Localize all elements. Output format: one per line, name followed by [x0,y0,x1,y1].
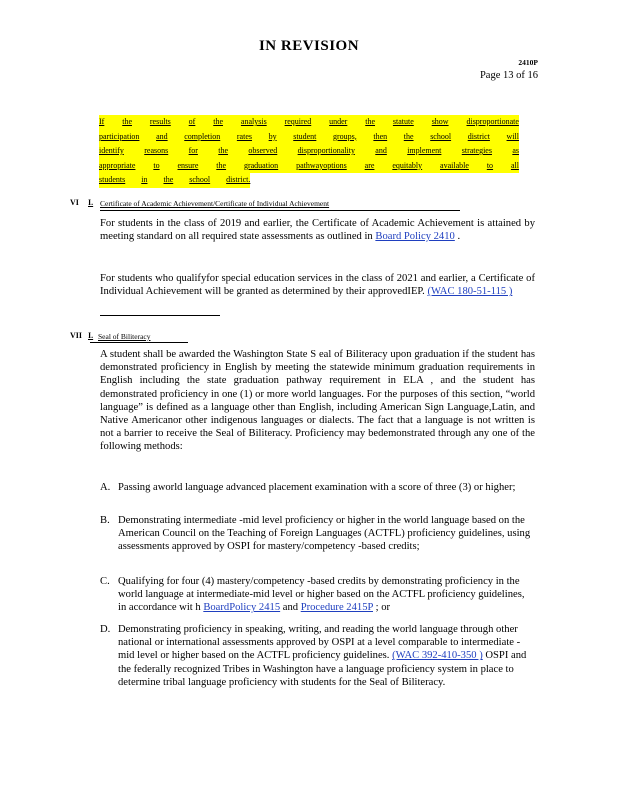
method-item-d: D. Demonstrating proficiency in speaking, writing, and reading the world language through other national or international assessments approved by OSPI at a level comparable to intermediate -mid level or higher based on the ACTFL proficiency guidelines. (WAC 392-410-350 ) OSPI and the federally recognized Tribes in Washington have a language proficiency system in place to determine tribal language proficiency with students for the Seal of Biliteracy. [100,624,527,688]
section-vii-number: VII [70,331,83,340]
highlight-line [99,115,519,130]
highlight-word: the [365,115,375,130]
highlight-word: completion [184,130,220,145]
highlight-word: district. [226,173,250,188]
highlight-word: under [329,115,347,130]
highlight-word: rates [237,130,252,145]
highlight-word: If [99,115,104,130]
highlight-word: are [365,159,375,174]
highlight-word: and [156,130,168,145]
highlight-word: results [150,115,171,130]
highlight-word: strategies [462,144,492,159]
highlight-word: statute [393,115,414,130]
section-vii-heading: Seal of Biliteracy [98,332,151,341]
highlight-line [99,173,249,188]
highlight-word: all [511,159,519,174]
highlight-word: reasons [144,144,168,159]
highlight-word: disproportionality [298,144,355,159]
section-vi-paragraph-2: For students who qualifyfor special education services in the class of 2021 and earlier, a Certificate of Individual Achievement will be granted as determined by their approvedIEP. (WAC 180-51-115 ) [100,273,535,298]
section-vii-letter: I. [88,331,94,340]
section-vi-letter: I. [88,198,94,207]
highlight-word: the [213,115,223,130]
highlight-word: participation [99,130,139,145]
method-item-c: C. Qualifying for four (4) mastery/competency -based credits by demonstrating proficiency in the world language at intermediate-mid level or higher based on the ACTFL proficiency guidelines, in accordance wit h BoardPolicy 2415 and Procedure 2415P ; or [100,576,525,614]
page-number: Page 13 of 16 [479,70,538,81]
highlight-word: will [507,130,519,145]
board-policy-2415-link[interactable]: BoardPolicy 2415 [203,602,281,614]
highlight-word: the [218,144,228,159]
page-title: IN REVISION [258,38,360,54]
wac-392-410-350-link[interactable]: (WAC 392-410-350 ) [392,650,483,662]
section-vi-heading: Certificate of Academic Achievement/Certificate of Individual Achievement [100,199,330,208]
highlight-word: district [468,130,490,145]
highlight-word: for [189,144,198,159]
highlight-word: to [153,159,159,174]
section-vi-number: VI [70,198,79,207]
highlight-word: implement [407,144,441,159]
method-item-a: A. Passing aworld language advanced placement examination with a score of three (3) or higher; [100,482,516,493]
highlight-word: identify [99,144,124,159]
highlight-word: analysis [241,115,267,130]
highlighted-revision-text [99,115,519,188]
highlight-word: as [512,144,519,159]
highlight-word: show [432,115,449,130]
section-vi-marker [70,198,93,207]
highlight-word: in [141,173,147,188]
section-vii-heading-rule [90,342,188,343]
highlight-word: of [189,115,196,130]
highlight-word: required [285,115,312,130]
highlight-word: the [216,159,226,174]
highlight-word: school [430,130,451,145]
highlight-word: by [269,130,277,145]
highlight-word: student [293,130,316,145]
section-vii-intro: A student shall be awarded the Washington State S eal of Biliteracy upon graduation if the student has demonstrated proficiency in English by meeting the statewide minimum graduation requirements in English including the state graduation pathway requirement in ELA , and the student has demonstrated proficiency in one (1) or more world languages. For the purposes of this section, “world language” is defined as a language other than English, including American Sign Language,Latin, and Native Americanor other indigenous languages or dialects. The fact that a language is not written is not a barrier to receive the Seal of Biliteracy. Proficiency may bedemonstrated through any one of the following methods: [100,349,535,453]
procedure-2415p-link[interactable]: Procedure 2415P [300,602,373,614]
highlight-word: available [440,159,469,174]
highlight-line [99,159,519,174]
highlight-word: appropriate [99,159,135,174]
highlight-word: to [487,159,493,174]
highlight-word: the [163,173,173,188]
highlight-word: observed [248,144,277,159]
highlight-word: ensure [177,159,198,174]
highlight-word: graduation [244,159,278,174]
highlight-word: disproportionate [466,115,518,130]
highlight-word: and [375,144,387,159]
highlight-word: pathwayoptions [296,159,347,174]
highlight-word: school [189,173,210,188]
wac-180-51-115-link[interactable]: (WAC 180-51-115 ) [427,286,513,298]
section-vii-marker [70,331,93,340]
highlight-line [99,130,519,145]
highlight-word: then [373,130,387,145]
method-item-b: B. Demonstrating intermediate -mid level proficiency or higher in the world language based on the American Council on the Teaching of Foreign Languages (ACTFL) proficiency guidelines, using assessments approved by OSPI for mastery/competency -based credits; [100,515,531,553]
policy-number: 2410P [518,58,538,67]
highlight-word: equitably [392,159,422,174]
highlight-line [99,144,519,159]
highlight-word: groups, [333,130,357,145]
wac-link-rule [100,315,220,316]
section-vi-heading-rule [100,210,460,211]
highlight-word: the [122,115,132,130]
board-policy-2410-link[interactable]: Board Policy 2410 [375,231,455,243]
section-vi-paragraph-1: For students in the class of 2019 and earlier, the Certificate of Academic Achievement is attained by meeting standard on all required state assessments as outlined in Board Policy 2410 . [100,218,535,243]
highlight-word: students [99,173,125,188]
highlight-word: the [404,130,414,145]
